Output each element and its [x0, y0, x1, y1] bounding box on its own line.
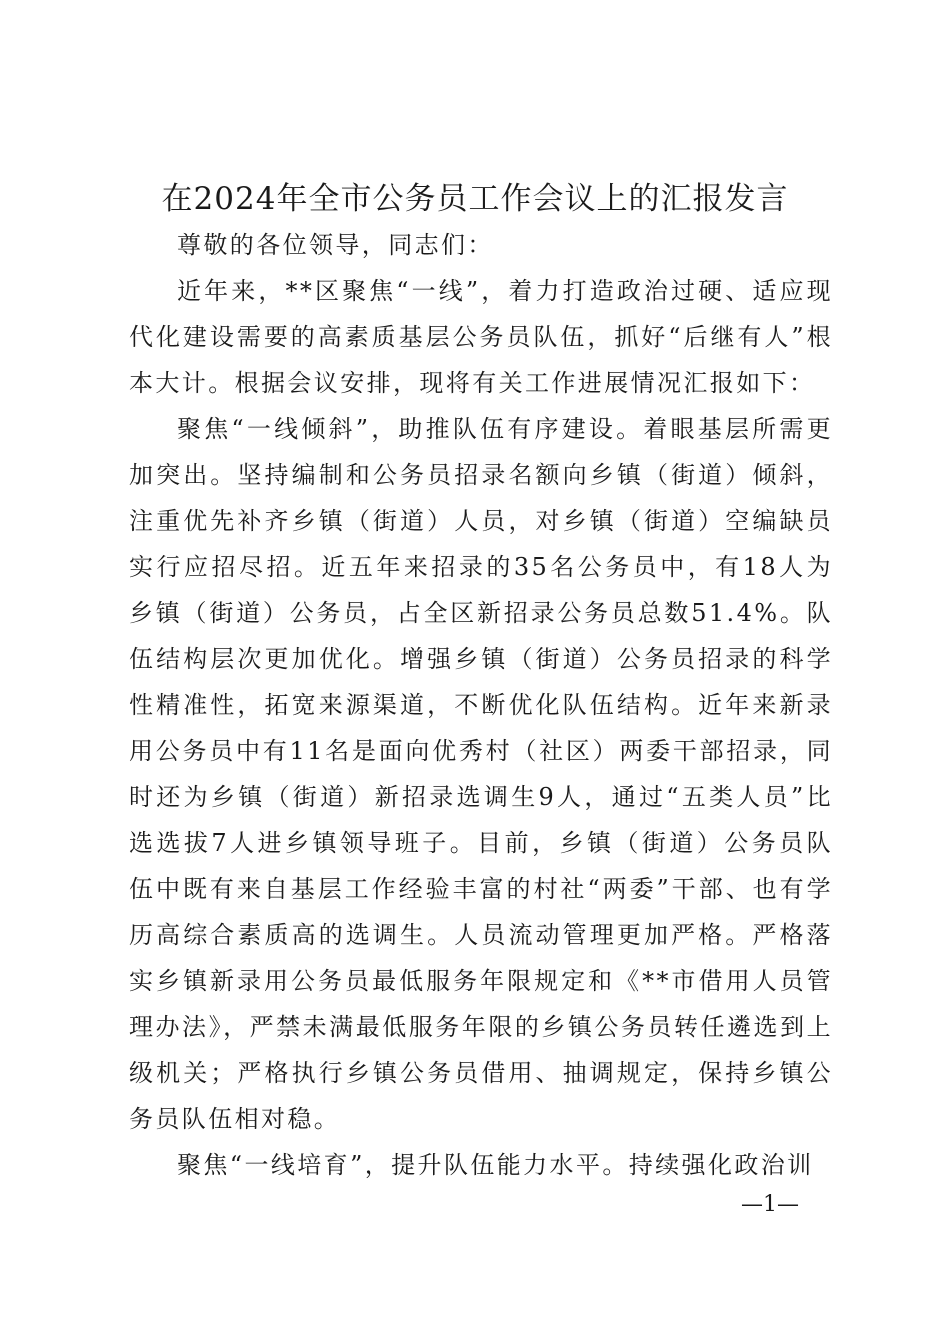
section-two-paragraph: 聚焦“一线培育”，提升队伍能力水平。持续强化政治训	[177, 1151, 814, 1179]
page-number: —1—	[741, 1192, 799, 1217]
section-one-paragraph: 聚焦“一线倾斜”，助推队伍有序建设。着眼基层所需更加突出。坚持编制和公务员招录名额向乡镇（街道）倾斜，注重优先补齐乡镇（街道）人员，对乡镇（街道）空编缺员实行应招尽招。近五年来招录的35名公务员中，有18人为乡镇（街道）公务员，占全区新招录公务员总数51.4%。队伍结构层次更加优化。增强乡镇（街道）公务员招录的科学性精准性，拓宽来源渠道，不断优化队伍结构。近年来新录用公务员中有11名是面向优秀村（社区）两委干部招录，同时还为乡镇（街道）新招录选调生9人，通过“五类人员”比选选拔7人进乡镇领导班子。目前，乡镇（街道）公务员队伍中既有来自基层工作经验丰富的村社“两委”干部、也有学历高综合素质高的选调生。人员流动管理更加严格。严格落实乡镇新录用公务员最低服务年限规定和《**市借用人员管理办法》，严禁未满最低服务年限的乡镇公务员转任遴选到上级机关；严格执行乡镇公务员借用、抽调规定，保持乡镇公务员队伍相对稳。	[129, 415, 833, 1133]
intro-paragraph: 近年来，**区聚焦“一线”，着力打造政治过硬、适应现代化建设需要的高素质基层公务员队伍，抓好“后继有人”根本大计。根据会议安排，现将有关工作进展情况汇报如下：	[129, 277, 833, 397]
salutation-paragraph: 尊敬的各位领导，同志们：	[177, 231, 494, 259]
document-body	[129, 222, 833, 1188]
document-title: 在2024年全市公务员工作会议上的汇报发言	[161, 181, 789, 217]
